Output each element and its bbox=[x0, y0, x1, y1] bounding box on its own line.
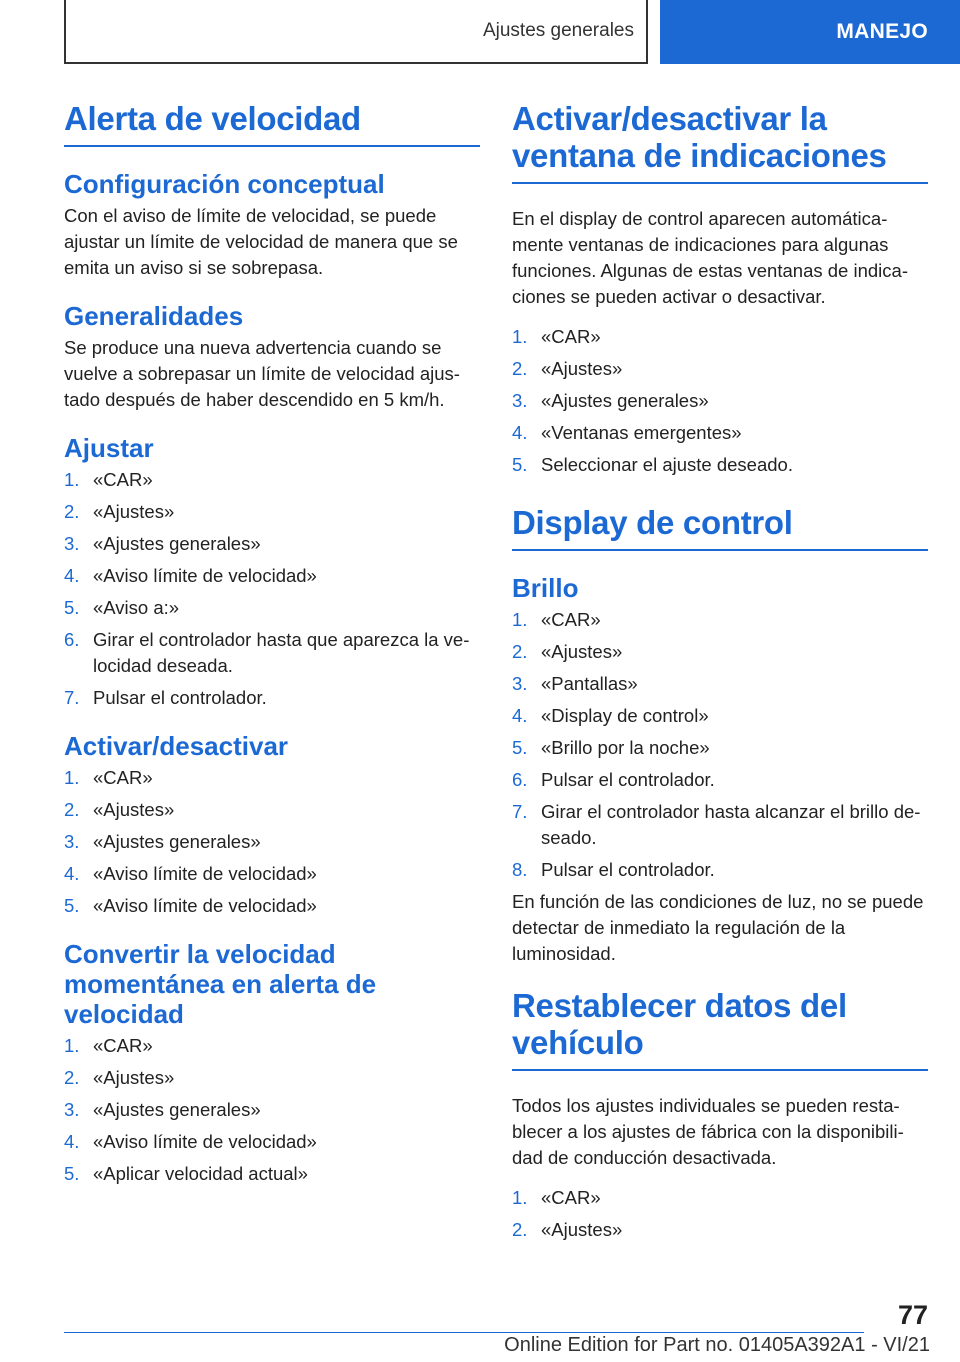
step-text: Girar el controlador hasta que aparezca la velocidad deseada. bbox=[93, 629, 470, 676]
step-number: 4. bbox=[512, 422, 528, 443]
concept-heading: Configuración conceptual bbox=[64, 169, 385, 199]
step-number: 1. bbox=[64, 767, 80, 788]
step-number: 3. bbox=[512, 390, 528, 411]
step-text: «Aplicar velocidad actual» bbox=[93, 1163, 308, 1184]
popups-steps bbox=[512, 324, 928, 478]
step-text: «Brillo por la noche» bbox=[541, 737, 710, 758]
list-item bbox=[512, 420, 928, 446]
step-number: 5. bbox=[512, 737, 528, 758]
step-number: 4. bbox=[64, 565, 80, 586]
concept-text: Con el aviso de límite de velocidad, se puede ajustar un límite de velocidad de manera que se emita un aviso si se sobrepasa. bbox=[64, 205, 458, 278]
list-item bbox=[64, 499, 480, 525]
list-item bbox=[64, 685, 480, 711]
step-text: «Aviso límite de velocidad» bbox=[93, 895, 317, 916]
list-item bbox=[64, 861, 480, 887]
step-number: 4. bbox=[64, 863, 80, 884]
list-item bbox=[512, 639, 928, 665]
step-text: «Aviso límite de velocidad» bbox=[93, 565, 317, 586]
step-text: «Ajustes» bbox=[541, 1219, 623, 1240]
step-text: «Ajustes» bbox=[93, 501, 175, 522]
speed-alert-heading: Alerta de velocidad bbox=[64, 100, 480, 147]
footer-edition: Online Edition for Part no. 01405A392A1 - VI/21 bbox=[504, 1334, 930, 1356]
step-text: «CAR» bbox=[541, 609, 601, 630]
list-item bbox=[512, 356, 928, 382]
list-item bbox=[64, 1129, 480, 1155]
list-item bbox=[512, 1217, 928, 1243]
general-heading: Generalidades bbox=[64, 301, 244, 331]
step-number: 2. bbox=[64, 1067, 80, 1088]
list-item bbox=[512, 767, 928, 793]
step-text: «Ajustes» bbox=[541, 641, 623, 662]
step-number: 6. bbox=[512, 769, 528, 790]
step-number: 6. bbox=[64, 629, 80, 650]
step-number: 5. bbox=[512, 454, 528, 475]
step-text: «Ventanas emergentes» bbox=[541, 422, 742, 443]
step-number: 2. bbox=[512, 641, 528, 662]
step-text: «CAR» bbox=[93, 469, 153, 490]
step-text: «Ajustes generales» bbox=[93, 1099, 261, 1120]
list-item bbox=[512, 607, 928, 633]
adjust-heading: Ajustar bbox=[64, 433, 154, 463]
step-number: 3. bbox=[64, 1099, 80, 1120]
list-item bbox=[64, 797, 480, 823]
step-number: 2. bbox=[64, 799, 80, 820]
step-number: 1. bbox=[512, 609, 528, 630]
list-item bbox=[64, 595, 480, 621]
convert-heading: Convertir la velocidad momentánea en alerta de velocidad bbox=[64, 939, 377, 1029]
step-text: «Ajustes generales» bbox=[93, 831, 261, 852]
step-number: 4. bbox=[64, 1131, 80, 1152]
list-item bbox=[64, 829, 480, 855]
reset-text: Todos los ajustes individuales se pueden restablecer a los ajustes de fábrica con la disponibilidad de conducción desactivada. bbox=[512, 1095, 904, 1168]
list-item bbox=[64, 563, 480, 589]
list-item bbox=[64, 765, 480, 791]
display-heading: Display de control bbox=[512, 504, 928, 551]
list-item bbox=[64, 531, 480, 557]
general-text: Se produce una nueva advertencia cuando se vuelve a sobrepasar un límite de velocidad ajustado después de haber descendido en 5 km/h. bbox=[64, 337, 460, 410]
step-text: Seleccionar el ajuste deseado. bbox=[541, 454, 793, 475]
step-number: 5. bbox=[64, 895, 80, 916]
step-text: Pulsar el controlador. bbox=[541, 859, 715, 880]
list-item bbox=[64, 1033, 480, 1059]
adjust-steps bbox=[64, 467, 480, 711]
brightness-note: En función de las condiciones de luz, no se puede detectar de inmediato la regulación de la luminosidad. bbox=[512, 891, 924, 964]
list-item bbox=[512, 452, 928, 478]
list-item bbox=[512, 1185, 928, 1211]
step-text: «CAR» bbox=[541, 1187, 601, 1208]
header-section-title: Ajustes generales bbox=[64, 0, 648, 64]
step-text: «Aviso límite de velocidad» bbox=[93, 863, 317, 884]
step-number: 7. bbox=[64, 687, 80, 708]
step-text: «CAR» bbox=[541, 326, 601, 347]
toggle-heading: Activar/desactivar bbox=[64, 731, 289, 761]
convert-steps bbox=[64, 1033, 480, 1187]
step-text: «Ajustes generales» bbox=[93, 533, 261, 554]
list-item bbox=[64, 1161, 480, 1187]
step-number: 4. bbox=[512, 705, 528, 726]
page-number: 77 bbox=[897, 1300, 928, 1330]
step-text: «Aviso límite de velocidad» bbox=[93, 1131, 317, 1152]
step-number: 2. bbox=[512, 1219, 528, 1240]
list-item bbox=[512, 703, 928, 729]
reset-steps bbox=[512, 1185, 928, 1243]
step-text: «CAR» bbox=[93, 1035, 153, 1056]
step-number: 3. bbox=[64, 533, 80, 554]
step-number: 5. bbox=[64, 597, 80, 618]
popups-text: En el display de control aparecen automáticamente ventanas de indicaciones para algunas funciones. Algunas de estas ventanas de indicaciones se pueden activar o desactivar. bbox=[512, 208, 908, 307]
step-number: 1. bbox=[64, 1035, 80, 1056]
list-item bbox=[64, 893, 480, 919]
step-text: «Ajustes» bbox=[93, 1067, 175, 1088]
step-number: 8. bbox=[512, 859, 528, 880]
list-item bbox=[512, 324, 928, 350]
step-number: 3. bbox=[512, 673, 528, 694]
step-number: 1. bbox=[512, 1187, 528, 1208]
step-text: Pulsar el controlador. bbox=[541, 769, 715, 790]
step-text: «Ajustes generales» bbox=[541, 390, 709, 411]
step-text: Pulsar el controlador. bbox=[93, 687, 267, 708]
step-text: Girar el controlador hasta alcanzar el brillo deseado. bbox=[541, 801, 921, 848]
step-number: 2. bbox=[64, 501, 80, 522]
step-number: 5. bbox=[64, 1163, 80, 1184]
right-column bbox=[512, 100, 928, 1249]
list-item bbox=[512, 671, 928, 697]
popups-heading: Activar/desactivar la ventana de indicaciones bbox=[512, 100, 928, 184]
reset-heading: Restablecer datos del vehículo bbox=[512, 987, 928, 1071]
step-text: «Ajustes» bbox=[541, 358, 623, 379]
step-number: 1. bbox=[512, 326, 528, 347]
toggle-steps bbox=[64, 765, 480, 919]
step-text: «CAR» bbox=[93, 767, 153, 788]
brightness-heading: Brillo bbox=[512, 573, 579, 603]
list-item bbox=[64, 1097, 480, 1123]
list-item bbox=[512, 857, 928, 883]
step-text: «Pantallas» bbox=[541, 673, 638, 694]
list-item bbox=[512, 799, 928, 851]
list-item bbox=[64, 467, 480, 493]
step-text: «Aviso a:» bbox=[93, 597, 180, 618]
step-text: «Display de control» bbox=[541, 705, 709, 726]
step-number: 2. bbox=[512, 358, 528, 379]
header-chapter-tab: MANEJO bbox=[660, 0, 960, 64]
left-column bbox=[64, 100, 480, 1193]
list-item bbox=[512, 735, 928, 761]
list-item bbox=[64, 1065, 480, 1091]
brightness-steps bbox=[512, 607, 928, 883]
step-number: 7. bbox=[512, 801, 528, 822]
list-item bbox=[512, 388, 928, 414]
step-number: 3. bbox=[64, 831, 80, 852]
step-number: 1. bbox=[64, 469, 80, 490]
step-text: «Ajustes» bbox=[93, 799, 175, 820]
list-item bbox=[64, 627, 480, 679]
